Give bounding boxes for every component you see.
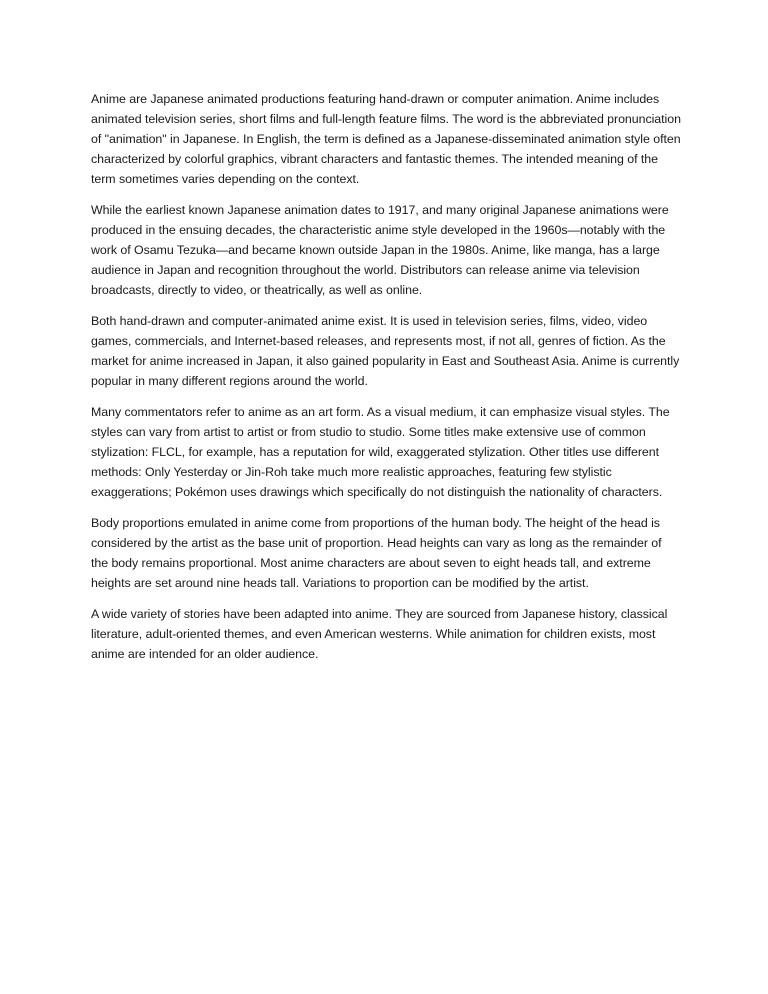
paragraph-5: Body proportions emulated in anime come from proportions of the human body. The height of the head is considered by the artist as the base unit of proportion. Head heights can vary as long as the remainder of the body remains proportional. Most anime characters are about seven to eight heads tall, and extreme heights are set around nine heads tall. Variations to proportion can be modified by the artist. <box>91 516 662 590</box>
document-body <box>91 89 681 675</box>
paragraph-4: Many commentators refer to anime as an art form. As a visual medium, it can emphasize visual styles. The styles can vary from artist to artist or from studio to studio. Some titles make extensive use of common stylization: FLCL, for example, has a reputation for wild, exaggerated stylization. Other titles use different methods: Only Yesterday or Jin-Roh take much more realistic approaches, featuring few stylistic exaggerations; Pokémon uses drawings which specifically do not distinguish the nationality of characters. <box>91 405 670 499</box>
paragraph-1: Anime are Japanese animated productions featuring hand-drawn or computer animation. Anime includes animated television series, short films and full-length feature films. The word is the abbreviated pronunciation of "animation" in Japanese. In English, the term is defined as a Japanese-disseminated animation style often characterized by colorful graphics, vibrant characters and fantastic themes. The intended meaning of the term sometimes varies depending on the context. <box>91 92 681 186</box>
paragraph-3: Both hand-drawn and computer-animated anime exist. It is used in television series, films, video, video games, commercials, and Internet-based releases, and represents most, if not all, genres of fiction. As the market for anime increased in Japan, it also gained popularity in East and Southeast Asia. Anime is currently popular in many different regions around the world. <box>91 314 680 388</box>
paragraph-2: While the earliest known Japanese animation dates to 1917, and many original Japanese animations were produced in the ensuing decades, the characteristic anime style developed in the 1960s—notably with the work of Osamu Tezuka—and became known outside Japan in the 1980s. Anime, like manga, has a large audience in Japan and recognition throughout the world. Distributors can release anime via television broadcasts, directly to video, or theatrically, as well as online. <box>91 203 669 297</box>
paragraph-6: A wide variety of stories have been adapted into anime. They are sourced from Japanese history, classical literature, adult-oriented themes, and even American westerns. While animation for children exists, most anime are intended for an older audience. <box>91 607 668 661</box>
